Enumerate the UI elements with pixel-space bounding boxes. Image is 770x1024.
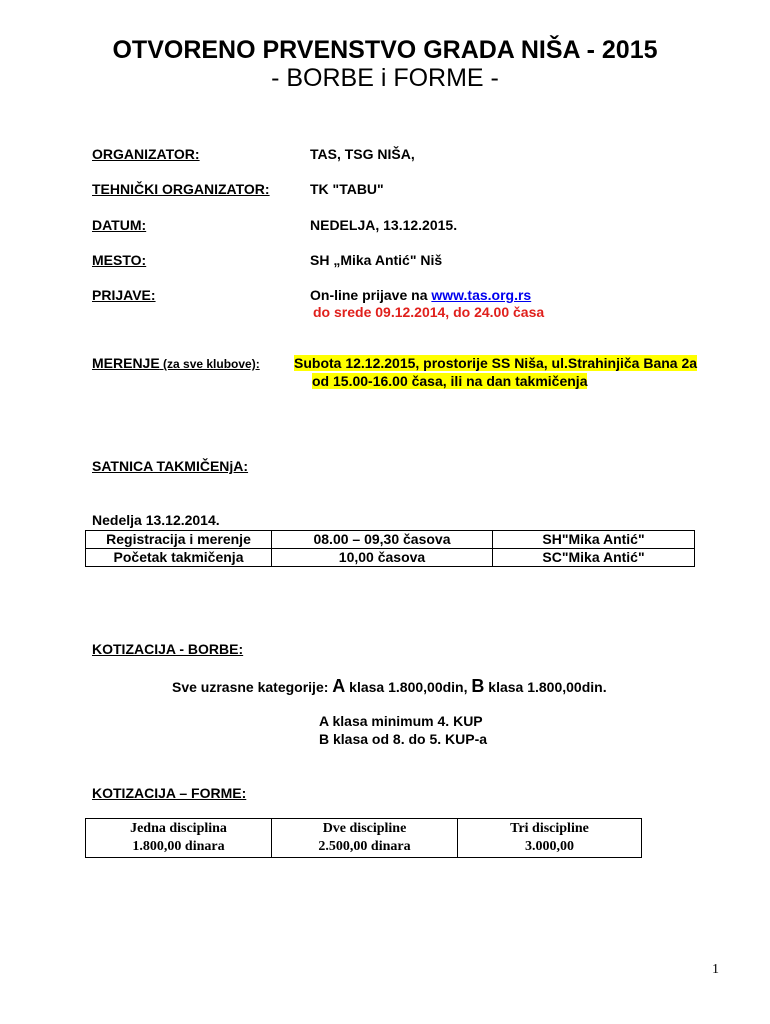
discipline-price: 2.500,00 dinara [318, 839, 411, 854]
table-cell [86, 819, 272, 858]
table-row [86, 549, 695, 567]
b-klasa-text: klasa 1.800,00din. [484, 679, 607, 695]
mesto-value: SH „Mika Antić" Niš [310, 252, 443, 268]
document-subtitle: - BORBE i FORME - [271, 64, 499, 92]
a-klasa-note: A klasa minimum 4. KUP [319, 713, 483, 729]
kotizacija-borbe-line [172, 676, 607, 697]
prijave-deadline: do srede 09.12.2014, do 24.00 časa [313, 304, 545, 320]
kategorije-text: Sve uzrasne kategorije: [172, 679, 333, 695]
prijave-text: On-line prijave na [310, 287, 432, 303]
datum-label: DATUM: [92, 217, 147, 233]
merenje-line1 [294, 355, 697, 371]
table-cell: SC"Mika Antić" [493, 549, 695, 567]
merenje-line1-text: Subota 12.12.2015, prostorije SS Niša, ul.Strahinjiča Bana 2a [294, 355, 698, 371]
discipline-name: Tri discipline [510, 821, 589, 836]
merenje-line2-text: od 15.00-16.00 časa, ili na dan takmičenja [312, 373, 588, 389]
tas-website-link[interactable]: www.tas.org.rs [431, 287, 532, 303]
table-row [86, 819, 642, 858]
tehnicki-organizator-label: TEHNIČKI ORGANIZATOR: [92, 181, 270, 197]
merenje-note: (za sve klubove): [159, 357, 260, 371]
discipline-name: Dve discipline [322, 821, 407, 836]
merenje-label-text: MERENJE [92, 355, 160, 371]
merenje-label [92, 355, 260, 371]
organizator-label: ORGANIZATOR: [92, 146, 200, 162]
a-letter: A [332, 676, 346, 696]
table-cell: 10,00 časova [272, 549, 493, 567]
satnica-date: Nedelja 13.12.2014. [92, 512, 220, 528]
tehnicki-organizator-value: TK "TABU" [310, 181, 384, 197]
document-title: OTVORENO PRVENSTVO GRADA NIŠA - 2015 [112, 36, 658, 64]
mesto-label: MESTO: [92, 252, 147, 268]
b-letter: B [471, 676, 485, 696]
organizator-value: TAS, TSG NIŠA, [310, 146, 415, 162]
prijave-value [310, 287, 531, 303]
kotizacija-forme-table [85, 818, 642, 858]
table-cell: 08.00 – 09,30 časova [272, 531, 493, 549]
merenje-line2 [312, 373, 587, 389]
discipline-price: 1.800,00 dinara [132, 839, 225, 854]
datum-value: NEDELJA, 13.12.2015. [310, 217, 458, 233]
page-number: 1 [712, 962, 719, 977]
a-klasa-text: klasa 1.800,00din, [345, 679, 472, 695]
discipline-price: 3.000,00 [525, 839, 574, 854]
table-cell [272, 819, 458, 858]
b-klasa-note: B klasa od 8. do 5. KUP-a [319, 731, 488, 747]
table-row [86, 531, 695, 549]
kotizacija-forme-heading: KOTIZACIJA – FORME: [92, 785, 247, 801]
table-cell: Registracija i merenje [86, 531, 272, 549]
table-cell: Početak takmičenja [86, 549, 272, 567]
prijave-label: PRIJAVE: [92, 287, 156, 303]
table-cell: SH"Mika Antić" [493, 531, 695, 549]
satnica-heading: SATNICA TAKMIČENjA: [92, 458, 249, 474]
table-cell [458, 819, 642, 858]
satnica-table [85, 530, 695, 567]
discipline-name: Jedna disciplina [130, 821, 227, 836]
kotizacija-borbe-heading: KOTIZACIJA - BORBE: [92, 641, 244, 657]
